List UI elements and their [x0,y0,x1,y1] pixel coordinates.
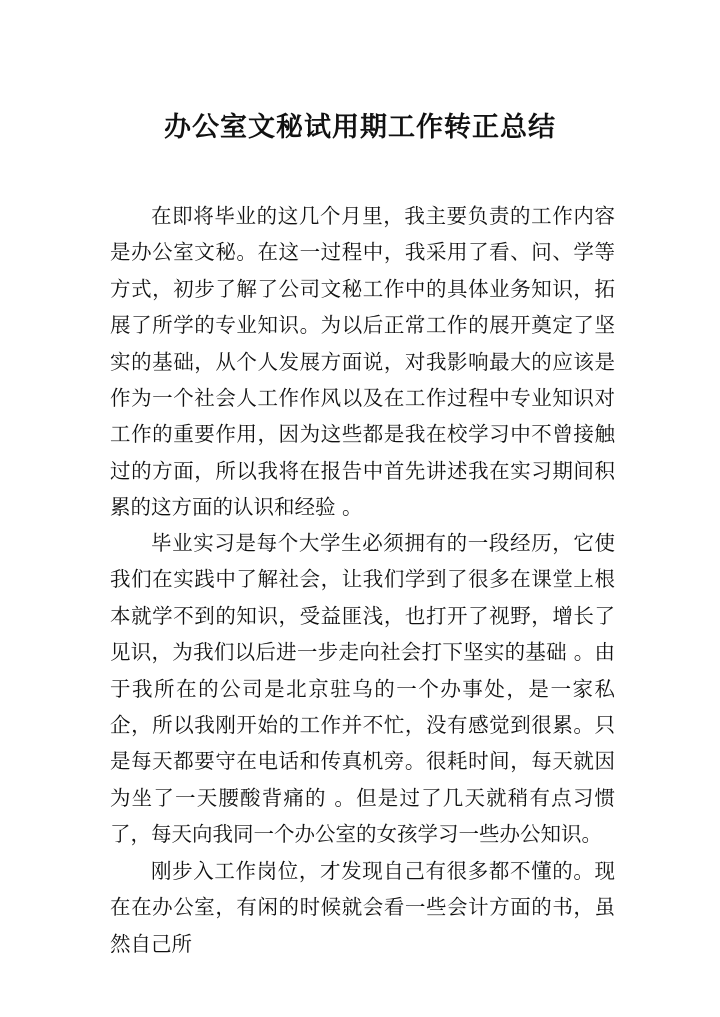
paragraph-3: 刚步入工作岗位，才发现自己有很多都不懂的。现在在办公室，有闲的时候就会看一些会计方面的书，虽然自己所 [110,859,615,956]
paragraph-1: 在即将毕业的这几个月里，我主要负责的工作内容是办公室文秘。在这一过程中，我采用了看、问、学等方式，初步了解了公司文秘工作中的具体业务知识，拓展了所学的专业知识。为以后正常工作的展开奠定了坚实的基础，从个人发展方面说，对我影响最大的应该是作为一个社会人工作作风以及在工作过程中专业知识对工作的重要作用，因为这些都是我在校学习中不曾接触过的方面，所以我将在报告中首先讲述我在实习期间积累的这方面的认识和经验 。 [110,204,615,520]
document-title: 办公室文秘试用期工作转正总结 [164,112,556,143]
paragraph-block-1 [110,198,615,526]
paragraph-block-3 [110,853,615,962]
paragraph-block-2 [110,525,615,853]
paragraph-2: 毕业实习是每个大学生必须拥有的一段经历，它使我们在实践中了解社会，让我们学到了很多在课堂上根本就学不到的知识，受益匪浅，也打开了视野，增长了见识，为我们以后进一步走向社会打下坚实的基础 。由于我所在的公司是北京驻乌的一个办事处，是一家私企，所以我刚开始的工作并不忙，没有感觉到很累。只是每天都要守在电话和传真机旁。很耗时间，每天就因为坐了一天腰酸背痛的 。但是过了几天就稍有点习惯了，每天向我同一个办公室的女孩学习一些办公知识。 [110,531,615,847]
